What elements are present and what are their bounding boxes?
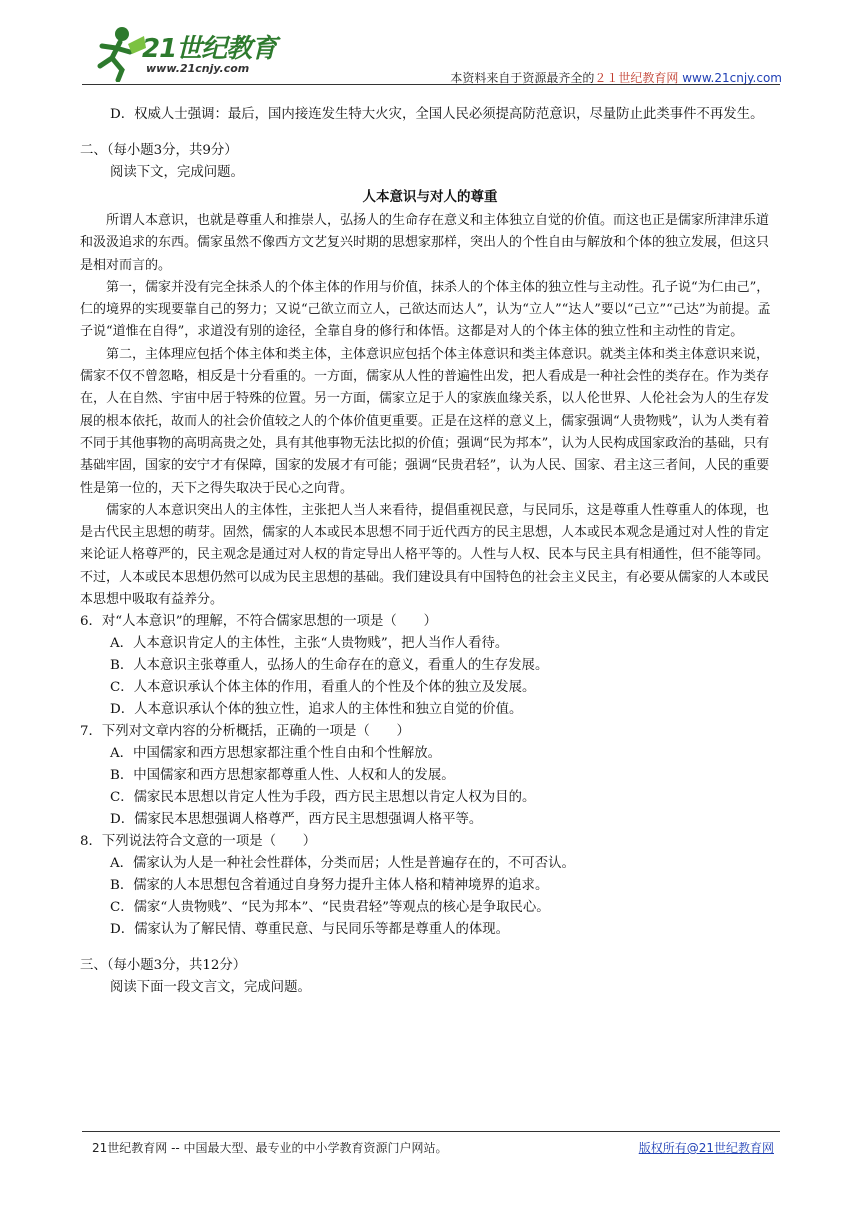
question-7-option-d: D．儒家民本思想强调人格尊严，西方民主思想强调人格平等。 — [110, 812, 483, 828]
article-title: 人本意识与对人的尊重 — [362, 189, 498, 205]
logo-url: www.21cnjy.com — [146, 62, 250, 75]
question-6-option-a: A．人本意识肯定人的主体性，主张“人贵物贱”，把人当作人看待。 — [110, 636, 509, 652]
question-7-option-c: C．儒家民本思想以肯定人性为手段，西方民主思想以肯定人权为目的。 — [110, 790, 536, 806]
article-paragraph: 所谓人本意识，也就是尊重人和推崇人，弘扬人的生命存在意义和主体独立自觉的价值。而这也正是儒家所津津乐道和汲汲追求的东西。儒家虽然不像西方文艺复兴时期的思想家那样，突出人的个性自由与解放和个体的独立发展，但这只是相对而言的。 — [80, 213, 770, 273]
header-note-site[interactable]: ２１世纪教育网 — [594, 71, 679, 85]
document-body — [80, 104, 780, 999]
logo-text: 21世纪教育 — [142, 34, 277, 64]
question-8-option-a: A．儒家认为人是一种社会性群体，分类而居；人性是普遍存在的，不可否认。 — [110, 856, 575, 872]
section2-heading: 二、（每小题3分，共9分） — [80, 143, 238, 158]
header-note-prefix: 本资料来自于资源最齐全的 — [450, 71, 595, 85]
footer-divider — [82, 1131, 780, 1132]
question-6-option-c: C．人本意识承认个体主体的作用，看重人的个性及个体的独立及发展。 — [110, 680, 536, 696]
question-7-option-a: A．中国儒家和西方思想家都注重个性自由和个性解放。 — [110, 746, 442, 762]
question-8-stem: 8．下列说法符合文意的一项是（ ） — [80, 834, 317, 850]
question-8-option-d: D．儒家认为了解民情、尊重民意、与民同乐等都是尊重人的体现。 — [110, 922, 510, 938]
article-paragraph: 儒家的人本意识突出人的主体性，主张把人当人来看待，提倡重视民意，与民同乐，这是尊重人性尊重人的体现，也是古代民主思想的萌芽。固然，儒家的人本或民本思想不同于近代西方的民主思想，人本或民本观念是通过对人性的肯定来论证人格尊严的，民主观念是通过对人权的肯定导出人格平等的。人性与人权、民本与民主具有相通性，但不能等同。不过，人本或民本思想仍然可以成为民主思想的基础。我们建设具有中国特色的社会主义民主，有必要从儒家的人本或民本思想中吸取有益养分。 — [80, 502, 770, 608]
question-7-stem: 7．下列对文章内容的分析概括，正确的一项是（ ） — [80, 724, 410, 740]
section3-heading: 三、（每小题3分，共12分） — [80, 958, 247, 974]
site-logo[interactable] — [82, 22, 292, 82]
question-6-option-b: B．人本意识主张尊重人，弘扬人的生命存在的意义，看重人的生存发展。 — [110, 658, 549, 674]
section3-instruction: 阅读下面一段文言文，完成问题。 — [110, 980, 311, 996]
question-6-stem: 6．对“人本意识”的理解，不符合儒家思想的一项是（ ） — [80, 614, 437, 630]
page-header — [82, 22, 782, 84]
footer-text: 21世纪教育网 -- 中国最大型、最专业的中小学教育资源门户网站。 — [92, 1141, 448, 1155]
article-paragraph: 第一，儒家并没有完全抹杀人的个体主体的作用与价值，抹杀人的个体主体的独立性与主动性。孔子说“为仁由己”，仁的境界的实现要靠自己的努力；又说“己欲立而立人，己欲达而达人”，认为“立人”“达人”要以“己立”“己达”为前提。孟子说“道惟在自得”，求道没有别的途径，全靠自身的修行和体悟。这都是对人的个体主体的独立性和主动性的肯定。 — [80, 279, 771, 340]
header-note-url[interactable]: www.21cnjy.com — [682, 71, 782, 85]
question-8-option-c: C．儒家“人贵物贱”、“民为邦本”、“民贵君轻”等观点的核心是争取民心。 — [110, 900, 550, 916]
footer-copyright-link[interactable]: 版权所有@21世纪教育网 — [638, 1141, 774, 1155]
section2-instruction: 阅读下文，完成问题。 — [110, 165, 244, 180]
header-divider — [82, 84, 780, 85]
question-8-option-b: B．儒家的人本思想包含着通过自身努力提升主体人格和精神境界的追求。 — [110, 878, 549, 894]
question-6-option-d: D．人本意识承认个体的独立性，追求人的主体性和独立自觉的价值。 — [110, 702, 523, 718]
question-7-option-b: B．中国儒家和西方思想家都尊重人性、人权和人的发展。 — [110, 768, 455, 784]
article-paragraph: 第二，主体理应包括个体主体和类主体，主体意识应包括个体主体意识和类主体意识。就类主体和类主体意识来说，儒家不仅不曾忽略，相反是十分看重的。一方面，儒家从人性的普遍性出发，把人看成是一种社会性的类存在。作为类存在，人在自然、宇宙中居于特殊的位置。另一方面，儒家立足于人的家族血缘关系，以人伦世界、人伦社会为人的生存发展的根本依托，故而人的社会价值较之人的个体价值更重要。正是在这样的意义上，儒家强调“人贵物贱”，认为人类有着不同于其他事物的高明高贵之处，具有其他事物无法比拟的价值；强调“民为邦本”，认为人民构成国家政治的基础，只有基础牢固，国家的安宁才有保障，国家的发展才有可能；强调“民贵君轻”，认为人民、国家、君主这三者间，人民的重要性是第一位的，天下之得失取决于民心之向背。 — [80, 346, 770, 496]
prev-option-d: D．权威人士强调：最后，国内接连发生特大火灾，全国人民必须提高防范意识，尽量防止此类事件不再发生。 — [110, 107, 764, 122]
